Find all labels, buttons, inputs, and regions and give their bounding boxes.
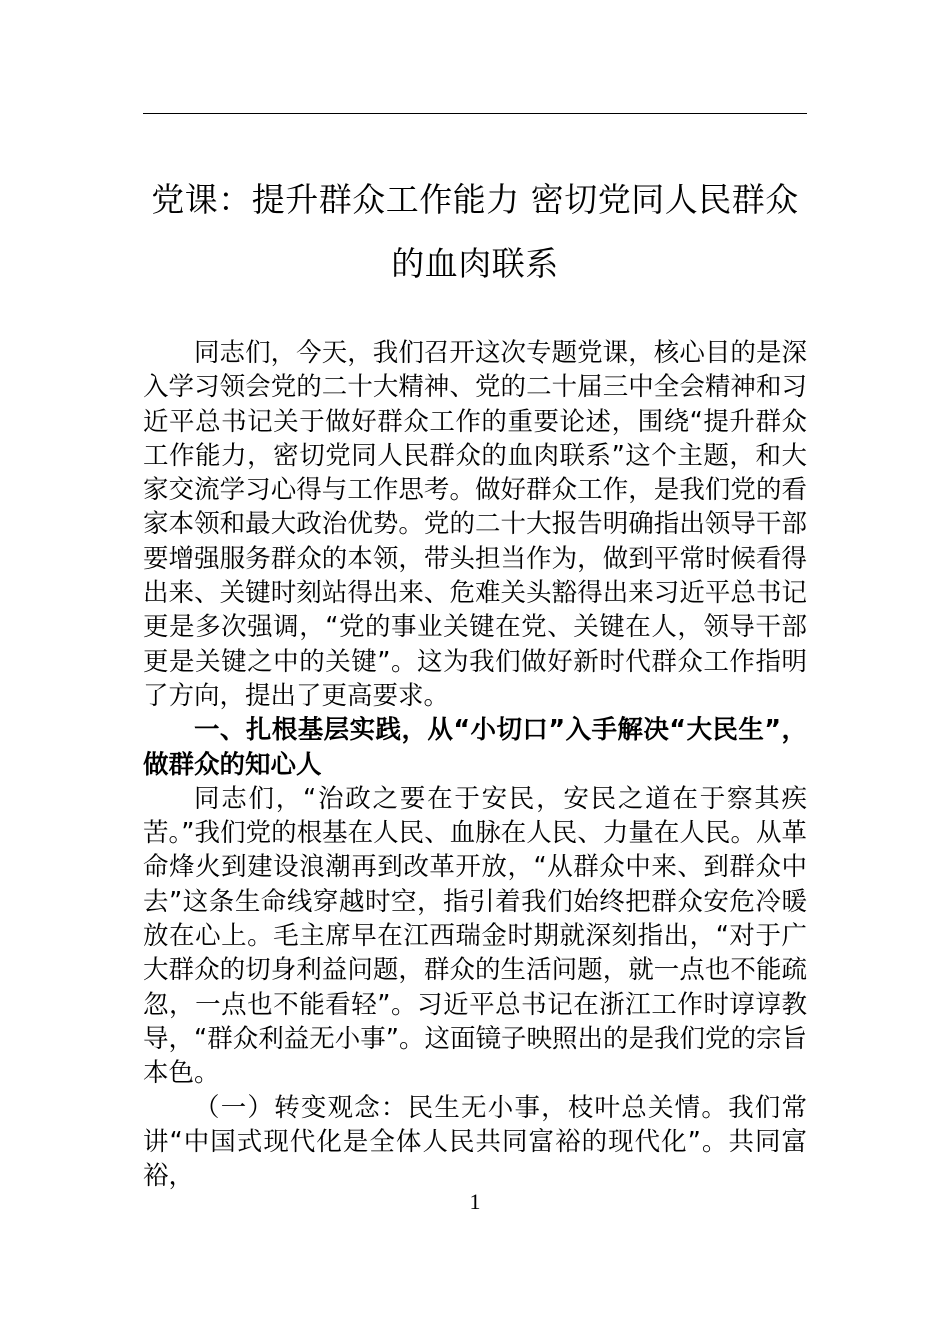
section-1-paragraph: 同志们，“治政之要在于安民，安民之道在于察其疾苦。”我们党的根基在人民、血脉在人民、力量在人民。从革命烽火到建设浪潮再到改革开放，“从群众中来、到群众中去”这条生命线穿越时空，指引着我们始终把群众安危冷暖放在心上。毛主席早在江西瑞金时期就深刻指出，“对于广大群众的切身利益问题，群众的生活问题，就一点也不能疏忽，一点也不能看轻”。习近平总书记在浙江工作时谆谆教导，“群众利益无小事”。这面镜子映照出的是我们党的宗旨本色。 [143,783,807,1089]
section-heading-1: 一、扎根基层实践，从“小切口”入手解决“大民生”，做群众的知心人 [143,715,807,780]
document-body [143,336,807,1193]
page-number: 1 [469,1189,481,1214]
intro-paragraph: 同志们，今天，我们召开这次专题党课，核心目的是深入学习领会党的二十大精神、党的二十届三中全会精神和习近平总书记关于做好群众工作的重要论述，围绕“提升群众工作能力，密切党同人民群众的血肉联系”这个主题，和大家交流学习心得与工作思考。做好群众工作，是我们党的看家本领和最大政治优势。党的二十大报告明确指出领导干部要增强服务群众的本领，带头担当作为，做到平常时候看得出来、关键时刻站得出来、危难关头豁得出来习近平总书记更是多次强调，“党的事业关键在党、关键在人，领导干部更是关键之中的关键”。这为我们做好新时代群众工作指明了方向，提出了更高要求。 [143,338,807,711]
header-rule [143,113,807,114]
subsection-1-paragraph: （一）转变观念：民生无小事，枝叶总关情。我们常讲“中国式现代化是全体人民共同富裕的现代化”。共同富裕， [143,1092,807,1192]
document-title: 党课：提升群众工作能力 密切党同人民群众的血肉联系 [151,180,799,283]
